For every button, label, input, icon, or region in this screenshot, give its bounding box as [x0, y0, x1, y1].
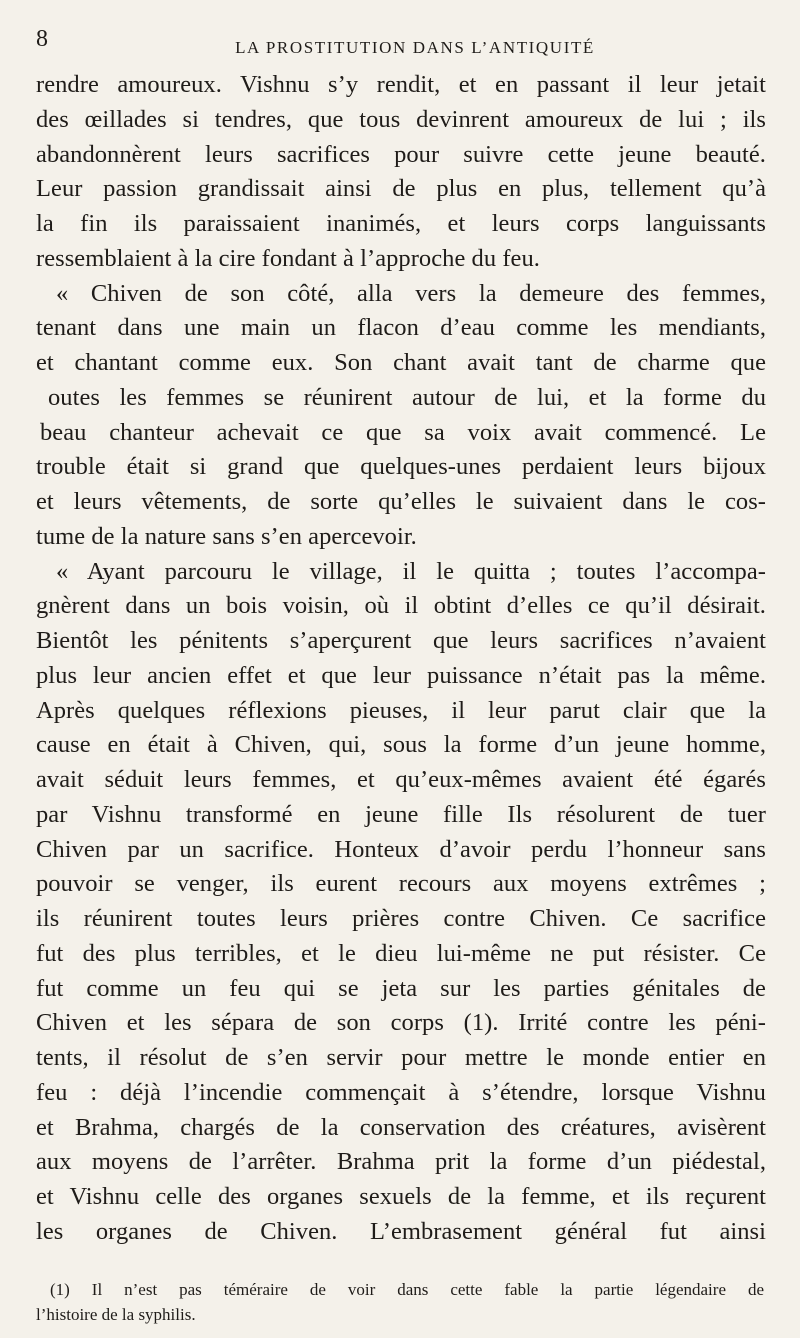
text-line: et Brahma, chargés de la conservation des créatures, avisèrent — [36, 1113, 766, 1141]
text-line: Chiven et les sépara de son corps (1). Irrité contre les péni- — [36, 1009, 766, 1037]
text-line: fut comme un feu qui se jeta sur les parties génitales de — [36, 974, 766, 1002]
text-line: outes les femmes se réunirent autour de lui, et la forme du — [48, 383, 766, 411]
footnote-line: l’histoire de la syphilis. — [36, 1305, 196, 1324]
text-line: beau chanteur achevait ce que sa voix avait commencé. Le — [40, 418, 766, 446]
text-line: feu : déjà l’incendie commençait à s’étendre, lorsque Vishnu — [36, 1078, 766, 1106]
text-line: « Ayant parcouru le village, il le quitta ; toutes l’accompa- — [56, 557, 766, 585]
text-line: trouble était si grand que quelques-unes perdaient leurs bijoux — [36, 453, 766, 481]
text-line: pouvoir se venger, ils eurent recours aux moyens extrêmes ; — [36, 870, 766, 898]
text-line: avait séduit leurs femmes, et qu’eux-mêmes avaient été égarés — [36, 766, 766, 793]
body-text — [36, 68, 766, 1250]
page-number: 8 — [36, 26, 48, 52]
text-line: ils réunirent toutes leurs prières contre Chiven. Ce sacrifice — [36, 905, 766, 932]
text-line: Chiven par un sacrifice. Honteux d’avoir perdu l’honneur sans — [36, 835, 766, 863]
text-line: Leur passion grandissait ainsi de plus en plus, tellement qu’à — [36, 175, 766, 203]
text-line: gnèrent dans un bois voisin, où il obtint d’elles ce qu’il désirait. — [36, 592, 766, 620]
text-line: des œillades si tendres, que tous devinrent amoureux de lui ; ils — [36, 105, 766, 133]
text-line: les organes de Chiven. L’embrasement général fut ainsi — [36, 1217, 766, 1245]
text-line: et leurs vêtements, de sorte qu’elles le suivaient dans le cos- — [36, 488, 766, 515]
page-header — [0, 20, 800, 60]
text-line: et chantant comme eux. Son chant avait tant de charme que — [36, 349, 766, 376]
text-line: tenant dans une main un flacon d’eau comme les mendiants, — [36, 314, 766, 342]
text-line: plus leur ancien effet et que leur puissance n’était pas la même. — [36, 661, 766, 689]
text-line: la fin ils paraissaient inanimés, et leurs corps languissants — [36, 210, 766, 237]
text-line: et Vishnu celle des organes sexuels de la femme, et ils reçurent — [36, 1183, 766, 1210]
running-head: LA PROSTITUTION DANS L’ANTIQUITÉ — [235, 38, 595, 57]
text-line: ressemblaient à la cire fondant à l’approche du feu. — [36, 244, 540, 272]
text-line: tents, il résolut de s’en servir pour mettre le monde entier en — [36, 1044, 766, 1071]
text-line: fut des plus terribles, et le dieu lui-même ne put résister. Ce — [36, 939, 766, 967]
text-line: tume de la nature sans s’en apercevoir. — [36, 522, 417, 550]
text-line: Bientôt les pénitents s’aperçurent que leurs sacrifices n’avaient — [36, 627, 766, 654]
text-line: Après quelques réflexions pieuses, il leur parut clair que la — [36, 696, 766, 724]
text-line: par Vishnu transformé en jeune fille Ils résolurent de tuer — [36, 800, 766, 828]
text-line: aux moyens de l’arrêter. Brahma prit la forme d’un piédestal, — [36, 1148, 766, 1176]
text-line: « Chiven de son côté, alla vers la demeure des femmes, — [56, 279, 766, 307]
text-line: abandonnèrent leurs sacrifices pour suivre cette jeune beauté. — [36, 140, 766, 168]
footnote — [36, 1277, 764, 1327]
text-line: rendre amoureux. Vishnu s’y rendit, et en passant il leur jetait — [36, 71, 766, 98]
footnote-line: (1) Il n’est pas téméraire de voir dans cette fable la partie légendaire de — [50, 1280, 764, 1299]
text-line: cause en était à Chiven, qui, sous la forme d’un jeune homme, — [36, 731, 766, 759]
